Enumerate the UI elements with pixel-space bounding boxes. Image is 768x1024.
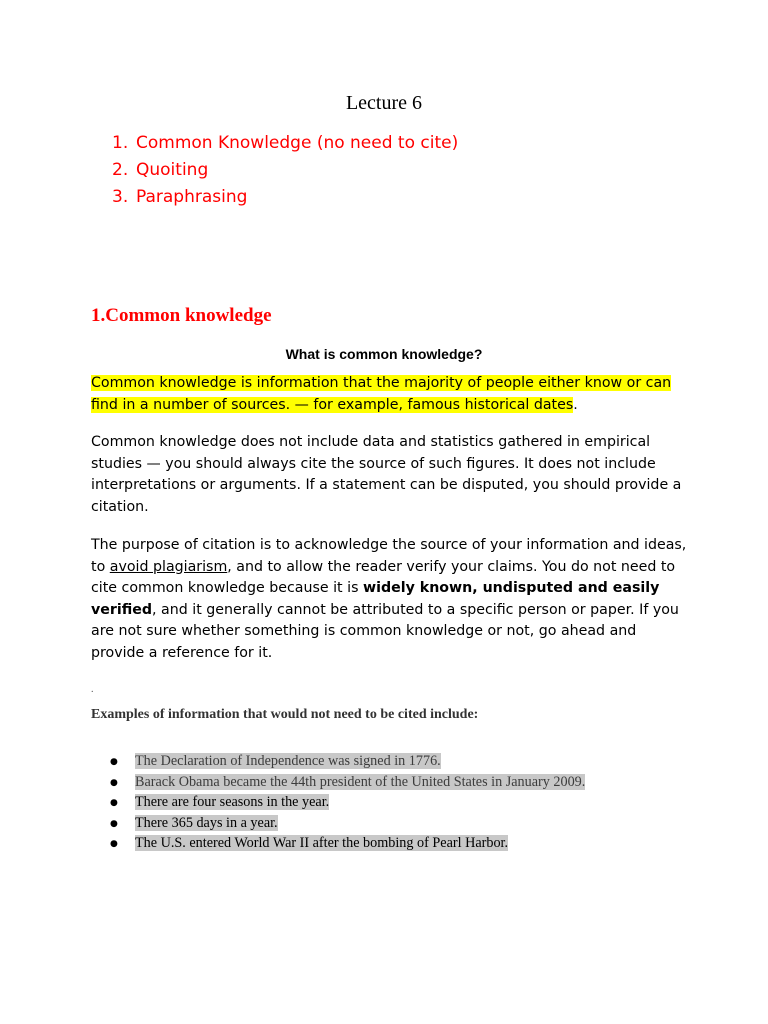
- topic-label: Quoiting: [136, 160, 209, 180]
- topic-number: 1.: [112, 133, 129, 153]
- definition-paragraph: [91, 373, 691, 416]
- example-item: [110, 813, 585, 834]
- example-text: Barack Obama became the 44th president of the United States in January 2009.: [135, 773, 586, 790]
- avoid-plagiarism-link[interactable]: avoid plagiarism: [109, 558, 228, 575]
- example-text: There are four seasons in the year.: [135, 794, 330, 810]
- topic-label: Paraphrasing: [136, 187, 248, 207]
- example-item: [110, 792, 585, 813]
- topic-number: 3.: [112, 187, 129, 207]
- example-item: [110, 772, 585, 793]
- stray-dot: .: [91, 684, 94, 695]
- example-item: [110, 833, 585, 854]
- bullet-icon: ●: [110, 818, 118, 829]
- purpose-text-3: , and it generally cannot be attributed to a specific person or paper. If you are not sure whether something is common knowledge or not, go ahead and provide a reference for it.: [91, 601, 679, 661]
- topic-item: [112, 157, 458, 184]
- topic-label: Common Knowledge (no need to cite): [136, 133, 459, 153]
- topic-list: [112, 130, 458, 211]
- purpose-text-1: The purpose of citation is to acknowledge the source of your information and ideas, to: [91, 537, 687, 575]
- example-item: [110, 751, 585, 772]
- section-heading: 1.Common knowledge: [91, 305, 272, 326]
- lecture-title: Lecture 6: [345, 92, 423, 114]
- definition-end: .: [573, 396, 578, 413]
- purpose-paragraph: [91, 535, 691, 664]
- purpose-text-2: , and to allow the reader verify your claims. You do not need to cite common knowledge because it is: [91, 558, 676, 596]
- topic-number: 2.: [112, 160, 129, 180]
- exclusions-paragraph: Common knowledge does not include data and statistics gathered in empirical studies — you should always cite the source of such figures. It does not include interpretations or arguments. If a statement can be disputed, you should provide a citation.: [91, 434, 682, 515]
- bullet-icon: ●: [110, 757, 118, 767]
- examples-heading: Examples of information that would not need to be cited include:: [91, 707, 479, 722]
- topic-item: [112, 184, 458, 211]
- bullet-icon: ●: [110, 777, 118, 788]
- highlighted-definition: Common knowledge is information that the majority of people either know or can find in a number of sources. — for example, famous historical dates: [91, 375, 672, 413]
- examples-list: [110, 751, 585, 854]
- question-heading: What is common knowledge?: [285, 346, 483, 362]
- bullet-icon: ●: [110, 798, 118, 808]
- bullet-icon: ●: [110, 839, 118, 849]
- example-text: The Declaration of Independence was signed in 1776.: [135, 753, 441, 769]
- example-text: The U.S. entered World War II after the bombing of Pearl Harbor.: [135, 835, 509, 851]
- purpose-bold-text: widely known, undisputed and easily verified: [91, 580, 660, 618]
- example-text: There 365 days in a year.: [135, 814, 278, 831]
- topic-item: [112, 130, 458, 157]
